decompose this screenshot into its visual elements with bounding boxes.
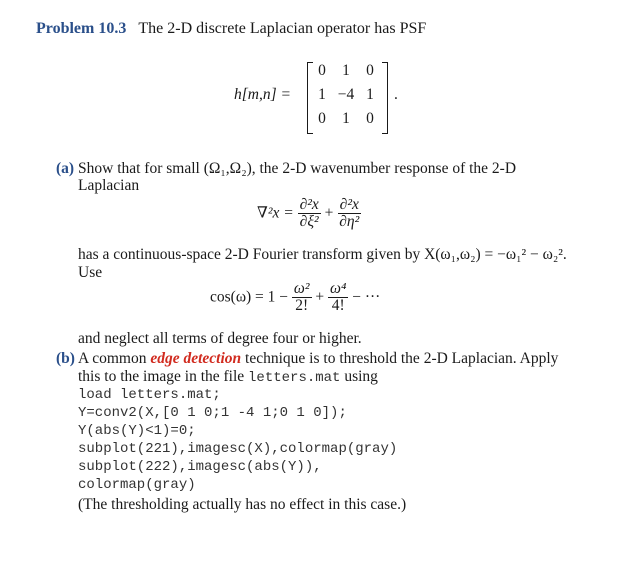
matrix-cell: 0 [366,62,374,79]
matrix-cell: 1 [366,86,374,103]
cosine-term2-den: 4! [331,297,345,315]
laplacian-lhs: ∇²x = [257,204,294,222]
code-line: subplot(222),imagesc(abs(Y)), [78,459,322,475]
code-line: subplot(221),imagesc(X),colormap(gray) [78,441,398,457]
cosine-lhs: cos(ω) = 1 − [210,288,289,306]
cosine-term1 [292,281,312,315]
part-b-line2-post: using [344,368,378,385]
matrix-cell: 0 [318,110,326,127]
part-b-line1-pre: A common [78,350,147,367]
matrix-cell: 1 [342,110,350,127]
laplacian-term1-den: ∂ξ² [299,213,319,231]
code-line: Y(abs(Y)<1)=0; [78,423,196,439]
code-line: Y=conv2(X,[0 1 0;1 -4 1;0 1 0]); [78,405,347,421]
cosine-expansion [210,281,380,315]
part-a-label: (a) [56,160,75,177]
filename: letters.mat [248,370,341,386]
problem-statement: The 2-D discrete Laplacian operator has PSF [138,20,427,37]
laplacian-term2-den: ∂η² [339,213,360,231]
problem-heading [36,20,426,38]
matrix-cell: −4 [337,86,355,103]
cosine-term2-num: ω⁴ [330,280,347,297]
part-a-line1: Show that for small (Ω₁,Ω₂), the 2-D wavenumber response of the 2-D [78,160,517,177]
part-a-line4: Use [78,264,103,281]
psf-period: . [394,86,398,103]
part-b-line2 [78,368,378,386]
matrix-cell: 1 [318,86,326,103]
part-a-line5: and neglect all terms of degree four or higher. [78,330,362,347]
cosine-term1-den: 2! [295,297,309,315]
code-line: colormap(gray) [78,477,196,493]
laplacian-term2 [337,197,361,231]
part-b-line1 [78,350,558,368]
part-b-line1-post: technique is to threshold the 2-D Laplacian. Apply [245,350,559,367]
part-b-note: (The thresholding actually has no effect in this case.) [78,496,407,513]
part-b-line2-pre: this to the image in the file [78,368,245,385]
laplacian-plus: + [324,204,334,222]
part-b-label: (b) [56,350,75,367]
matrix-cell: 0 [318,62,326,79]
laplacian-term1 [298,197,321,231]
code-line: load letters.mat; [78,387,221,403]
matrix-right-bracket [382,62,388,134]
laplacian-term2-num: ∂²x [339,196,359,213]
psf-lhs: h[m,n] = [234,86,291,103]
matrix-cell: 0 [366,110,374,127]
cosine-tail: − ··· [352,288,381,306]
part-a-line2: Laplacian [78,177,140,194]
matrix-cell: 1 [342,62,350,79]
cosine-term1-num: ω² [293,280,310,297]
cosine-term2 [328,281,348,315]
part-a-line3: has a continuous-space 2-D Fourier transform given by X(ω₁,ω₂) = −ω₁² − ω₂². [78,246,567,263]
laplacian-equation [257,197,361,231]
laplacian-term1-num: ∂²x [299,196,319,213]
edge-detection-term: edge detection [150,350,242,367]
problem-number: Problem 10.3 [36,20,127,37]
cosine-plus: + [315,288,325,306]
